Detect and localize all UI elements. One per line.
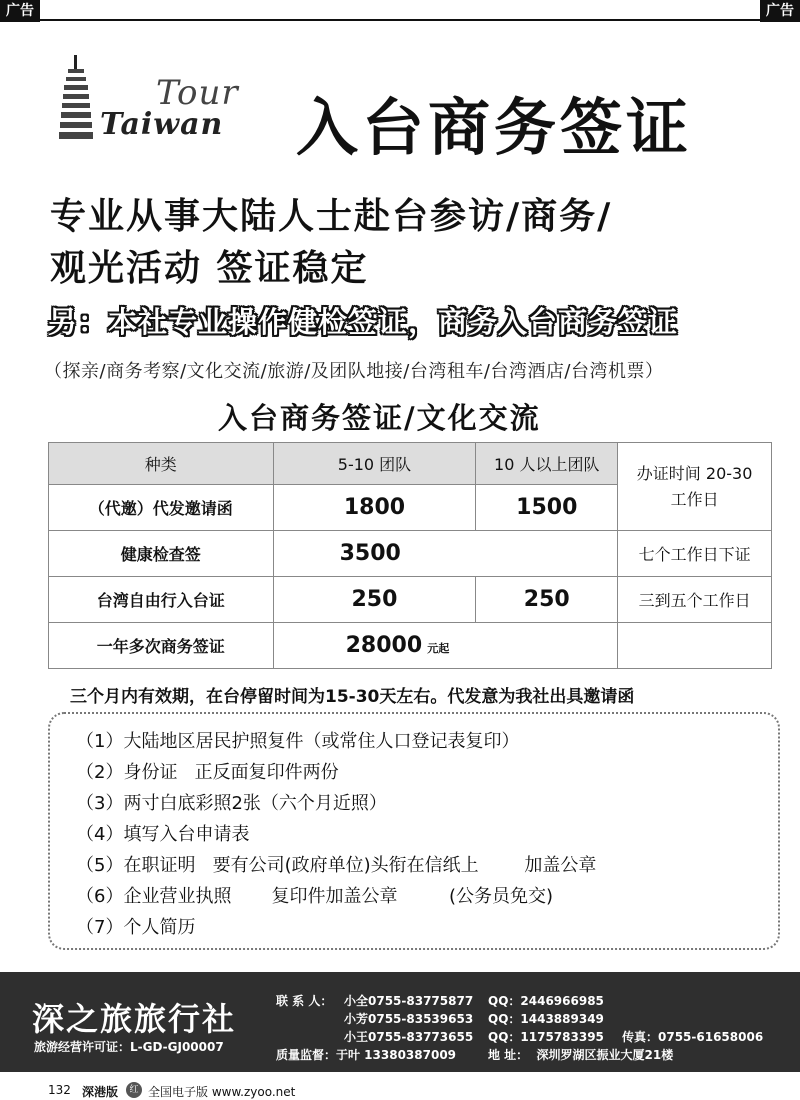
table-header-row — [49, 443, 772, 485]
processing-time-note: 办证时间 20-30 工作日 — [618, 443, 772, 531]
row-note-empty — [618, 623, 772, 669]
agency-license: 旅游经营许可证：L-GD-GJ00007 — [34, 1040, 224, 1054]
main-title: 入台商务签证 — [296, 91, 693, 164]
page-number: 132 — [48, 1083, 71, 1097]
list-item: （7）个人简历 — [76, 917, 196, 938]
row-price-small: 250 — [273, 577, 476, 623]
edition-badge-icon: 红 — [126, 1082, 142, 1098]
fax-number: 传真：0755-61658006 — [622, 1030, 764, 1044]
top-divider — [0, 19, 800, 21]
requirements-box — [48, 712, 780, 950]
list-item: （4）填写入台申请表 — [76, 824, 250, 845]
list-item: （6）企业营业执照 复印件加盖公章 (公务员免交) — [76, 886, 554, 907]
row-note: 七个工作日下证 — [618, 531, 772, 577]
row-note: 三到五个工作日 — [618, 577, 772, 623]
header-group-large: 10 人以上团队 — [476, 443, 618, 485]
service-note: 另：本社专业操作健检签证，商务入台商务签证 — [48, 305, 679, 339]
ad-tag-left: 广告 — [0, 0, 40, 22]
logo-taiwan-text: Taiwan — [100, 107, 224, 142]
list-item: （1）大陆地区居民护照复件（或常住人口登记表复印） — [76, 731, 520, 752]
list-item: （2）身份证 正反面复印件两份 — [76, 762, 339, 783]
headline-line-1: 专业从事大陆人士赴台参访/商务/ — [50, 196, 613, 237]
row-type: （代邀）代发邀请函 — [49, 485, 274, 531]
row-price: 28000 — [345, 633, 423, 658]
page-footer — [0, 1080, 800, 1100]
edition-label: 深港版 — [82, 1085, 119, 1099]
row-price-suffix: 元起 — [427, 642, 450, 655]
list-item: （3）两寸白底彩照2张（六个月近照） — [76, 793, 387, 814]
price-table — [48, 442, 772, 669]
row-type: 健康检查签 — [49, 531, 274, 577]
contact-name-3: 小王0755-83773655 — [344, 1030, 474, 1044]
headline-line-2: 观光活动 签证稳定 — [50, 248, 369, 289]
agency-footer — [0, 972, 800, 1072]
header-type: 种类 — [49, 443, 274, 485]
contact-label: 联 系 人： — [276, 994, 333, 1008]
contact-qq-1: QQ：2446966985 — [488, 994, 604, 1008]
service-scope: （探亲/商务考察/文化交流/旅游/及团队地接/台湾租车/台湾酒店/台湾机票） — [44, 361, 664, 382]
section-title: 入台商务签证/文化交流 — [218, 401, 541, 435]
logo-tour-text: Tour — [156, 73, 239, 113]
row-price-large: 250 — [476, 577, 618, 623]
row-type: 一年多次商务签证 — [49, 623, 274, 669]
row-price-small: 1800 — [273, 485, 476, 531]
quality-supervisor: 质量监督：于叶 13380387009 — [276, 1048, 457, 1062]
row-type: 台湾自由行入台证 — [49, 577, 274, 623]
contact-qq-3: QQ：1175783395 — [488, 1030, 604, 1044]
table-row — [49, 577, 772, 623]
validity-note: 三个月内有效期，在台停留时间为15-30天左右。代发意为我社出具邀请函 — [70, 687, 635, 707]
table-row — [49, 531, 772, 577]
pagoda-tower-icon — [58, 55, 94, 147]
list-item: （5）在职证明 要有公司(政府单位)头衔在信纸上 加盖公章 — [76, 855, 597, 876]
row-price-large: 1500 — [476, 485, 618, 531]
agency-name: 深之旅旅行社 — [32, 1000, 237, 1038]
contact-name-2: 小芳0755-83539653 — [344, 1012, 474, 1026]
website-link[interactable]: 全国电子版 www.zyoo.net — [148, 1085, 296, 1099]
contact-name-1: 小全0755-83775877 — [344, 994, 474, 1008]
row-price-cell — [273, 623, 618, 669]
contact-qq-2: QQ：1443889349 — [488, 1012, 604, 1026]
tour-taiwan-logo — [58, 55, 258, 150]
row-price: 3500 — [273, 531, 618, 577]
table-row — [49, 623, 772, 669]
header-group-small: 5-10 团队 — [273, 443, 476, 485]
agency-address: 地 址： 深圳罗湖区振业大厦21楼 — [488, 1048, 674, 1062]
ad-tag-right: 广告 — [760, 0, 800, 22]
